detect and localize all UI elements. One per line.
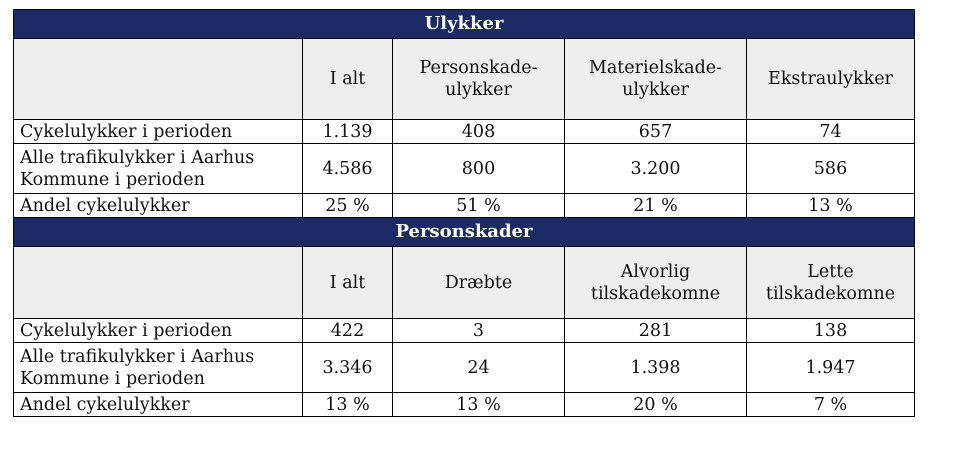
table-cell: 281 [565,319,747,343]
table-row [14,343,915,393]
section-header-row [14,218,915,247]
column-header [747,39,915,120]
column-header-line: Lette [807,261,854,282]
table-cell: 3.200 [565,144,747,194]
table-cell: 1.947 [747,343,915,393]
table-cell: 25 % [303,194,393,218]
table-cell: 657 [565,120,747,144]
row-label: Andel cykelulykker [14,194,303,218]
column-header-line: Personskade- [419,58,538,78]
column-header [747,247,915,319]
table-cell: 51 % [393,194,565,218]
row-label: Cykelulykker i perioden [14,120,303,144]
row-label [14,144,303,194]
header-corner-cell [14,247,303,319]
column-header [393,247,565,319]
table-cell: 13 % [393,393,565,417]
row-label: Cykelulykker i perioden [14,319,303,343]
column-header [565,247,747,319]
table-row [14,319,915,343]
column-header [303,247,393,319]
row-label-line: Alle trafikulykker i Aarhus [20,346,255,367]
column-header-line: ulykker [445,80,512,100]
table-cell: 4.586 [303,144,393,194]
column-header [393,39,565,120]
table-row [14,393,915,417]
table-cell: 1.398 [565,343,747,393]
section-title: Personskader [14,218,915,247]
column-header-row [14,247,915,319]
column-header-line: I alt [329,69,366,89]
column-header-row [14,39,915,120]
table-cell: 7 % [747,393,915,417]
column-header-line: Materielskade- [588,58,723,78]
table-row [14,120,915,144]
row-label: Andel cykelulykker [14,393,303,417]
section-title: Ulykker [14,10,915,39]
table-row [14,194,915,218]
table-cell: 800 [393,144,565,194]
row-label [14,343,303,393]
column-header-line: I alt [329,272,366,293]
row-label-line: Kommune i perioden [20,169,205,190]
table-cell: 3 [393,319,565,343]
table-cell: 24 [393,343,565,393]
column-header-line: tilskadekomne [590,283,721,304]
column-header-line: tilskadekomne [765,283,896,304]
column-header [565,39,747,120]
header-corner-cell [14,39,303,120]
accident-statistics-table [13,9,915,417]
table-cell: 3.346 [303,343,393,393]
column-header-line: Dræbte [444,272,513,293]
row-label-line: Alle trafikulykker i Aarhus [20,147,255,168]
table-row [14,144,915,194]
section-header-row [14,10,915,39]
table-cell: 13 % [303,393,393,417]
column-header [303,39,393,120]
table-cell: 1.139 [303,120,393,144]
table-cell: 138 [747,319,915,343]
row-label-line: Kommune i perioden [20,368,205,389]
table-cell: 408 [393,120,565,144]
table-cell: 20 % [565,393,747,417]
table-cell: 21 % [565,194,747,218]
column-header-line: ulykker [622,80,689,100]
table-cell: 422 [303,319,393,343]
table-cell: 586 [747,144,915,194]
column-header-line: Ekstraulykker [768,69,893,89]
table-cell: 13 % [747,194,915,218]
column-header-line: Alvorlig [620,261,691,282]
table-cell: 74 [747,120,915,144]
